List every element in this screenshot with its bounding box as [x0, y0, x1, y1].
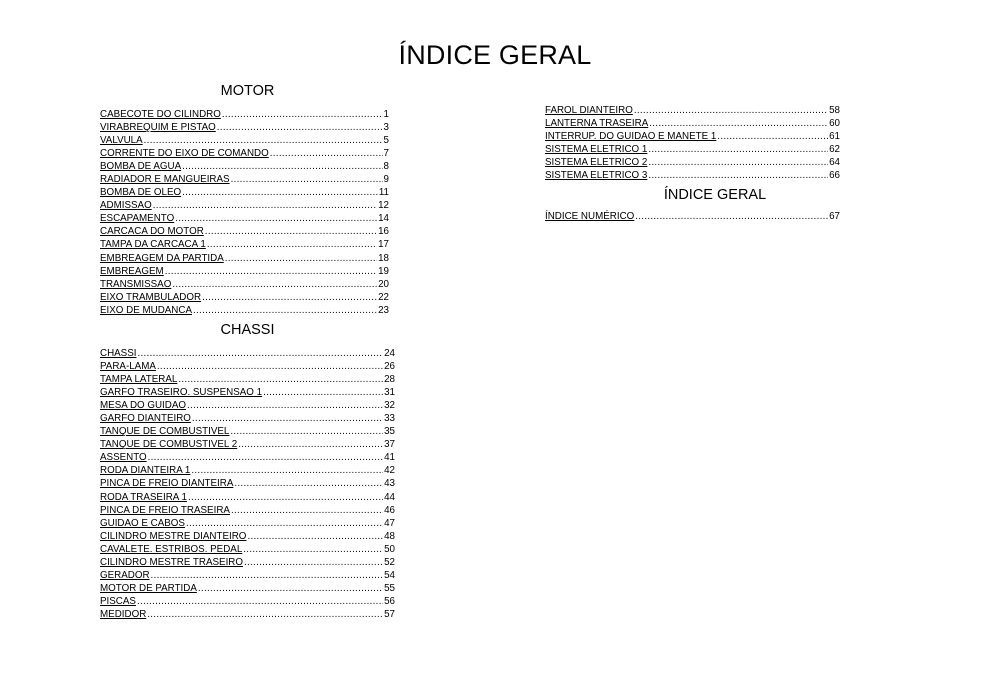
toc-entry-label[interactable]: CAVALETE. ESTRIBOS. PEDAL: [100, 543, 243, 555]
toc-entry-label[interactable]: GARFO DIANTEIRO: [100, 413, 191, 425]
dot-leader: [244, 556, 383, 569]
toc-entry-page-number: 61: [829, 131, 840, 143]
toc-list-chassi: [100, 347, 395, 621]
toc-entry-label[interactable]: RODA DIANTEIRA 1: [100, 465, 191, 477]
dot-leader: [263, 386, 383, 399]
section-heading-indice-geral: ÍNDICE GERAL: [663, 187, 767, 203]
dot-leader: [182, 186, 378, 199]
dot-leader: [205, 225, 377, 238]
toc-entry-page-number: 60: [829, 118, 840, 130]
toc-entry[interactable]: [545, 143, 840, 156]
toc-entry[interactable]: [100, 212, 389, 225]
dot-leader: [148, 451, 383, 464]
toc-entry-page-number: 3: [383, 122, 389, 134]
toc-entry-label[interactable]: TAMPA DA CARCACA 1: [100, 239, 206, 251]
toc-entry-page-number: 41: [384, 452, 395, 464]
toc-entry-page-number: 5: [383, 135, 389, 147]
toc-entry-label[interactable]: ASSENTO: [100, 452, 147, 464]
toc-entry-label[interactable]: TANQUE DE COMBUSTIVEL 2: [100, 439, 238, 451]
dot-leader: [198, 582, 383, 595]
toc-entry[interactable]: [100, 360, 395, 373]
toc-entry[interactable]: [100, 582, 395, 595]
dot-leader: [217, 121, 383, 134]
toc-entry-page-number: 67: [829, 211, 840, 222]
dot-leader: [192, 412, 383, 425]
dot-leader: [191, 464, 383, 477]
toc-entry[interactable]: [100, 412, 395, 425]
toc-entry[interactable]: [100, 399, 395, 412]
toc-entry-label[interactable]: GARFO TRASEIRO. SUSPENSAO 1: [100, 387, 263, 399]
dot-leader: [238, 438, 383, 451]
toc-entry-label[interactable]: TAMPA LATERAL: [100, 374, 178, 386]
toc-entry-label[interactable]: CORRENTE DO EIXO DE COMANDO: [100, 148, 269, 160]
dot-leader: [207, 238, 377, 251]
dot-leader: [202, 291, 377, 304]
toc-entry-page-number: 44: [384, 491, 395, 503]
toc-entry[interactable]: [100, 451, 395, 464]
toc-entry-label[interactable]: SISTEMA ELETRICO 3: [545, 170, 648, 182]
toc-entry-page-number: 56: [384, 595, 395, 607]
toc-entry-label[interactable]: TANQUE DE COMBUSTIVEL: [100, 426, 230, 438]
toc-entry[interactable]: [100, 252, 389, 265]
toc-entry-page-number: 46: [384, 504, 395, 516]
toc-list-indice-geral: [545, 210, 840, 223]
toc-entry-label[interactable]: PINCA DE FREIO TRASEIRA: [100, 504, 230, 516]
toc-entry-page-number: 66: [829, 170, 840, 182]
toc-entry[interactable]: [100, 347, 395, 360]
toc-entry[interactable]: [100, 373, 395, 386]
dot-leader: [225, 252, 377, 265]
toc-entry-page-number: 52: [384, 556, 395, 568]
toc-entry[interactable]: [100, 425, 395, 438]
dot-leader: [188, 491, 383, 504]
dot-leader: [234, 477, 383, 490]
toc-entry[interactable]: [100, 225, 389, 238]
toc-entry[interactable]: [100, 304, 389, 317]
toc-entry-page-number: 17: [378, 239, 389, 251]
toc-entry-page-number: 14: [378, 213, 389, 225]
toc-entry-label[interactable]: LANTERNA TRASEIRA: [545, 118, 649, 130]
dot-leader: [151, 569, 384, 582]
page-title: ÍNDICE GERAL: [398, 40, 592, 70]
section-heading-chassi: CHASSI: [220, 322, 275, 338]
toc-entry-page-number: 16: [378, 226, 389, 238]
toc-entry-label[interactable]: CILINDRO MESTRE DIANTEIRO: [100, 530, 247, 542]
toc-entry-label[interactable]: EIXO DE MUDANCA: [100, 304, 192, 316]
toc-entry-label[interactable]: MOTOR DE PARTIDA: [100, 582, 197, 594]
toc-entry[interactable]: [545, 104, 840, 117]
toc-entry[interactable]: [100, 147, 389, 160]
toc-entry-label[interactable]: EMBREAGEM DA PARTIDA: [100, 252, 224, 264]
toc-entry-page-number: 8: [383, 161, 389, 173]
dot-leader: [178, 373, 383, 386]
toc-entry[interactable]: [100, 517, 395, 530]
toc-entry-page-number: 24: [384, 348, 395, 359]
dot-leader: [147, 608, 383, 621]
toc-entry[interactable]: [100, 160, 389, 173]
toc-entry-page-number: 62: [829, 144, 840, 156]
toc-entry-label[interactable]: CILINDRO MESTRE TRASEIRO: [100, 556, 243, 568]
toc-entry[interactable]: [545, 169, 840, 182]
toc-entry-page-number: 22: [378, 291, 389, 303]
toc-entry-label[interactable]: RADIADOR E MANGUEIRAS: [100, 174, 230, 186]
dot-leader: [222, 108, 383, 121]
toc-entry[interactable]: [100, 173, 389, 186]
toc-entry-page-number: 26: [384, 361, 395, 373]
dot-leader: [648, 143, 828, 156]
dot-leader: [182, 160, 382, 173]
dot-leader: [648, 169, 828, 182]
toc-entry-page-number: 37: [384, 439, 395, 451]
toc-entry[interactable]: [100, 543, 395, 556]
toc-entry[interactable]: [100, 556, 395, 569]
section-heading-motor: MOTOR: [220, 83, 275, 99]
toc-entry[interactable]: [100, 186, 389, 199]
toc-entry[interactable]: [100, 504, 395, 517]
toc-entry-page-number: 54: [384, 569, 395, 581]
toc-entry[interactable]: [100, 491, 395, 504]
toc-entry-page-number: 33: [384, 413, 395, 425]
toc-entry-label[interactable]: VIRABREQUIM E PISTAO: [100, 122, 216, 134]
toc-entry-label[interactable]: CHASSI: [100, 348, 137, 359]
dot-leader: [247, 530, 383, 543]
dot-leader: [648, 156, 828, 169]
dot-leader: [165, 265, 377, 278]
toc-entry-page-number: 55: [384, 582, 395, 594]
dot-leader: [153, 199, 377, 212]
toc-entry-page-number: 28: [384, 374, 395, 386]
dot-leader: [137, 347, 383, 360]
toc-entry-label[interactable]: PINCA DE FREIO DIANTEIRA: [100, 478, 234, 490]
toc-entry-label[interactable]: EMBREAGEM: [100, 265, 164, 277]
dot-leader: [717, 130, 828, 143]
toc-entry[interactable]: [100, 238, 389, 251]
toc-entry-page-number: 35: [384, 426, 395, 438]
toc-entry-page-number: 58: [829, 105, 840, 116]
toc-entry-label[interactable]: MEDIDOR: [100, 608, 147, 620]
toc-entry[interactable]: [100, 386, 395, 399]
toc-entry-label[interactable]: TRANSMISSAO: [100, 278, 172, 290]
toc-entry-page-number: 42: [384, 465, 395, 477]
dot-leader: [649, 117, 828, 130]
toc-entry-page-number: 7: [383, 148, 389, 160]
dot-leader: [175, 212, 377, 225]
toc-entry[interactable]: [100, 134, 389, 147]
toc-entry-label[interactable]: INTERRUP. DO GUIDAO E MANETE 1: [545, 131, 717, 143]
toc-entry[interactable]: [100, 595, 395, 608]
toc-entry-page-number: 48: [384, 530, 395, 542]
toc-entry-label[interactable]: GUIDAO E CABOS: [100, 517, 185, 529]
toc-entry-label[interactable]: ESCAPAMENTO: [100, 213, 175, 225]
toc-entry-label[interactable]: CARCACA DO MOTOR: [100, 226, 204, 238]
toc-entry-label[interactable]: PISCAS: [100, 595, 136, 607]
toc-entry-label[interactable]: ADMISSAO: [100, 200, 152, 212]
toc-entry-page-number: 47: [384, 517, 395, 529]
toc-entry-label[interactable]: RODA TRASEIRA 1: [100, 491, 187, 503]
toc-entry-label[interactable]: ÍNDICE NUMÉRICO: [545, 211, 635, 222]
dot-leader: [634, 104, 828, 117]
toc-entry-page-number: 32: [384, 400, 395, 412]
toc-entry[interactable]: [545, 130, 840, 143]
toc-entry-label[interactable]: EIXO TRAMBULADOR: [100, 291, 202, 303]
toc-entry-label[interactable]: BOMBA DE AGUA: [100, 161, 182, 173]
toc-entry-label[interactable]: FAROL DIANTEIRO: [545, 105, 633, 116]
toc-entry[interactable]: [100, 569, 395, 582]
toc-entry-label[interactable]: BOMBA DE OLEO: [100, 187, 182, 199]
toc-entry[interactable]: [100, 291, 389, 304]
toc-entry-label[interactable]: CABECOTE DO CILINDRO: [100, 109, 221, 120]
toc-entry-page-number: 20: [378, 278, 389, 290]
toc-entry[interactable]: [100, 608, 395, 621]
dot-leader: [137, 595, 383, 608]
toc-entry-page-number: 19: [378, 265, 389, 277]
dot-leader: [193, 304, 377, 317]
toc-list-eletrico: [545, 104, 840, 182]
dot-leader: [172, 278, 377, 291]
dot-leader: [187, 399, 383, 412]
dot-leader: [270, 147, 383, 160]
toc-entry[interactable]: [100, 265, 389, 278]
dot-leader: [231, 173, 383, 186]
toc-entry-page-number: 1: [383, 109, 389, 120]
dot-leader: [243, 543, 383, 556]
dot-leader: [635, 210, 828, 223]
toc-entry-page-number: 23: [378, 304, 389, 316]
toc-entry-label[interactable]: PARA-LAMA: [100, 361, 156, 373]
toc-entry[interactable]: [545, 210, 840, 223]
toc-entry-page-number: 18: [378, 252, 389, 264]
toc-entry[interactable]: [100, 121, 389, 134]
toc-entry-page-number: 11: [378, 187, 389, 199]
toc-entry[interactable]: [100, 438, 395, 451]
toc-entry[interactable]: [545, 117, 840, 130]
toc-entry[interactable]: [545, 156, 840, 169]
toc-entry[interactable]: [100, 199, 389, 212]
toc-entry[interactable]: [100, 108, 389, 121]
toc-entry-label[interactable]: GERADOR: [100, 569, 150, 581]
toc-entry[interactable]: [100, 530, 395, 543]
toc-entry-page-number: 43: [384, 478, 395, 490]
toc-entry-page-number: 9: [383, 174, 389, 186]
toc-list-motor: [100, 108, 389, 317]
toc-entry[interactable]: [100, 464, 395, 477]
toc-entry-label[interactable]: MESA DO GUIDAO: [100, 400, 187, 412]
dot-leader: [230, 425, 383, 438]
dot-leader: [186, 517, 383, 530]
dot-leader: [231, 504, 383, 517]
toc-entry-page-number: 50: [384, 543, 395, 555]
toc-entry-label[interactable]: VALVULA: [100, 135, 143, 147]
toc-entry[interactable]: [100, 278, 389, 291]
toc-entry-page-number: 31: [384, 387, 395, 399]
toc-entry-page-number: 64: [829, 157, 840, 169]
toc-entry-page-number: 12: [378, 200, 389, 212]
toc-entry-page-number: 57: [384, 608, 395, 620]
dot-leader: [144, 134, 383, 147]
toc-entry-label[interactable]: SISTEMA ELETRICO 2: [545, 157, 648, 169]
toc-entry-label[interactable]: SISTEMA ELETRICO 1: [545, 144, 648, 156]
toc-entry[interactable]: [100, 477, 395, 490]
dot-leader: [157, 360, 383, 373]
